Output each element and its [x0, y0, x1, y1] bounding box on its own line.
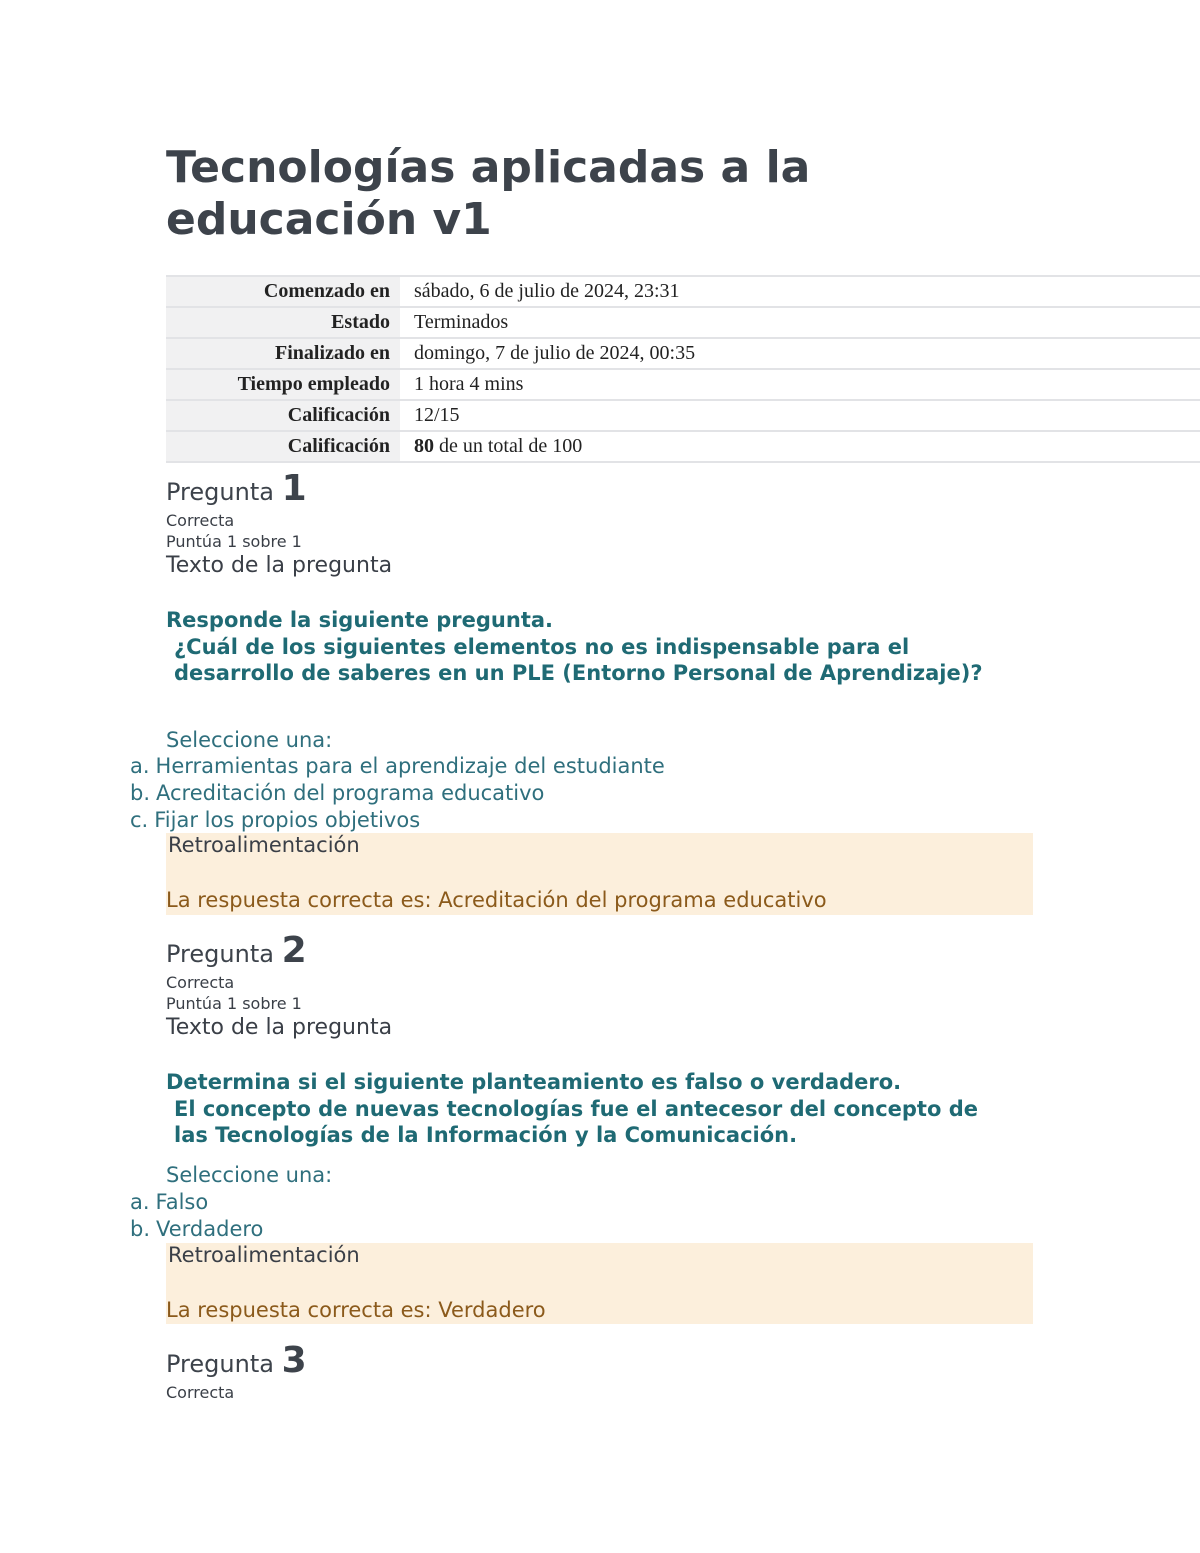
answer-option-a[interactable] — [130, 1190, 208, 1214]
page-title: Tecnologías aplicadas a la educación v1 — [166, 142, 811, 245]
summary-row — [166, 276, 1200, 307]
feedback-title: Retroalimentación — [168, 1243, 360, 1267]
question-prompt: Determina si el siguiente planteamiento es falso o verdadero. — [166, 1070, 902, 1094]
question-prompt: Responde la siguiente pregunta. — [166, 608, 554, 632]
summary-label: Comenzado en — [166, 276, 400, 307]
option-letter: b. — [130, 781, 151, 805]
question-text-label: Texto de la pregunta — [166, 553, 393, 578]
select-one-label: Seleccione una: — [166, 728, 333, 752]
summary-value — [400, 431, 1200, 462]
option-text: Herramientas para el aprendizaje del estudiante — [155, 754, 665, 778]
question-number: 3 — [281, 1340, 307, 1381]
feedback-answer: La respuesta correcta es: Verdadero — [166, 1298, 546, 1322]
attempt-summary-table — [166, 275, 1200, 463]
summary-value: domingo, 7 de julio de 2024, 00:35 — [400, 338, 1200, 369]
option-text: Acreditación del programa educativo — [156, 781, 545, 805]
grade-total: de un total de 100 — [434, 435, 583, 457]
option-text: Fijar los propios objetivos — [154, 808, 421, 832]
answer-option-b[interactable] — [130, 1217, 263, 1241]
summary-label: Estado — [166, 307, 400, 338]
summary-row — [166, 369, 1200, 400]
feedback-answer: La respuesta correcta es: Acreditación del programa educativo — [166, 888, 827, 912]
question-number: 2 — [281, 930, 307, 971]
option-letter: a. — [130, 754, 150, 778]
question-state: Correcta — [166, 973, 235, 992]
summary-label: Tiempo empleado — [166, 369, 400, 400]
summary-label: Finalizado en — [166, 338, 400, 369]
summary-row — [166, 307, 1200, 338]
question-grade: Puntúa 1 sobre 1 — [166, 994, 302, 1013]
option-letter: c. — [130, 808, 149, 832]
question-number: 1 — [281, 468, 307, 509]
answer-option-c[interactable] — [130, 808, 420, 832]
question-label: Pregunta — [166, 478, 274, 506]
question-state: Correcta — [166, 511, 235, 530]
summary-value: Terminados — [400, 307, 1200, 338]
question-heading — [166, 468, 307, 509]
question-body: ¿Cuál de los siguientes elementos no es indispensable para el desarrollo de saberes en un PLE (Entorno Personal de Aprendizaje)? — [174, 635, 983, 685]
summary-value: 12/15 — [400, 400, 1200, 431]
summary-row — [166, 400, 1200, 431]
summary-value: 1 hora 4 mins — [400, 369, 1200, 400]
summary-value: sábado, 6 de julio de 2024, 23:31 — [400, 276, 1200, 307]
summary-row — [166, 431, 1200, 462]
option-text: Falso — [155, 1190, 209, 1214]
question-grade: Puntúa 1 sobre 1 — [166, 532, 302, 551]
option-letter: a. — [130, 1190, 150, 1214]
option-letter: b. — [130, 1217, 151, 1241]
question-body: El concepto de nuevas tecnologías fue el antecesor del concepto de las Tecnologías de la Información y la Comunicación. — [174, 1097, 978, 1147]
question-heading — [166, 1340, 307, 1381]
select-one-label: Seleccione una: — [166, 1163, 333, 1187]
summary-label: Calificación — [166, 431, 400, 462]
feedback-box — [166, 833, 1033, 915]
question-heading — [166, 930, 307, 971]
feedback-box — [166, 1243, 1033, 1324]
question-label: Pregunta — [166, 1350, 274, 1378]
summary-row — [166, 338, 1200, 369]
question-state: Correcta — [166, 1383, 235, 1402]
summary-label: Calificación — [166, 400, 400, 431]
question-text-label: Texto de la pregunta — [166, 1015, 393, 1040]
feedback-title: Retroalimentación — [168, 833, 360, 857]
question-label: Pregunta — [166, 940, 274, 968]
grade-score: 80 — [414, 435, 434, 457]
option-text: Verdadero — [156, 1217, 264, 1241]
answer-option-b[interactable] — [130, 781, 544, 805]
answer-option-a[interactable] — [130, 754, 665, 778]
